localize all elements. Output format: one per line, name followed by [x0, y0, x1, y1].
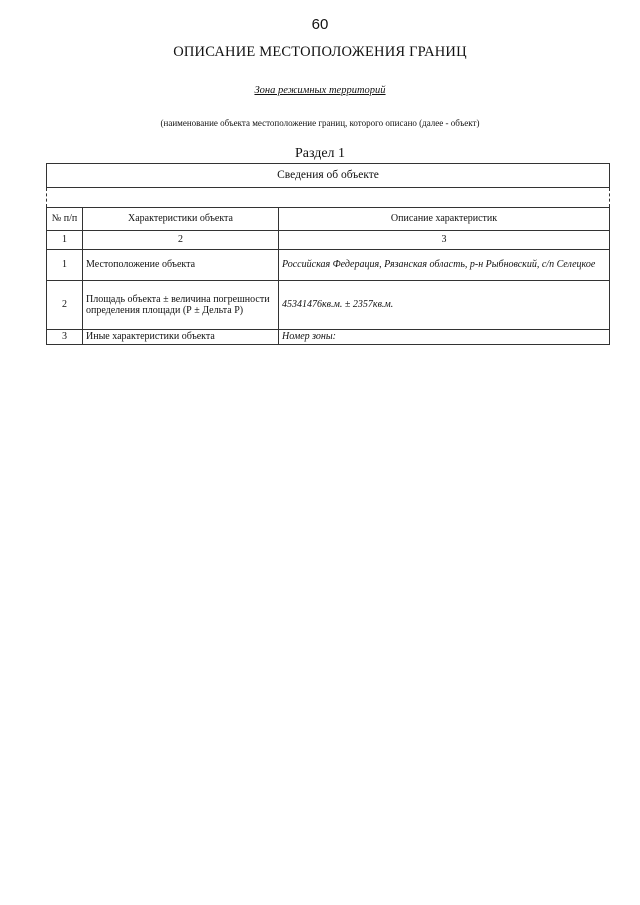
table-spacer-row [47, 188, 610, 208]
row-description: Номер зоны: [279, 330, 610, 345]
row-number: 2 [47, 281, 83, 330]
object-name: Зона режимных территорий [254, 85, 386, 96]
row-characteristic: Иные характеристики объекта [83, 330, 279, 345]
row-characteristic: Местоположение объекта [83, 250, 279, 281]
row-description: Российская Федерация, Рязанская область, р-н Рыбновский, с/п Селецкое [279, 250, 610, 281]
column-number-3: 3 [279, 231, 610, 250]
row-number: 3 [47, 330, 83, 345]
table-row [47, 330, 610, 345]
table-row [47, 281, 610, 330]
row-number: 1 [47, 250, 83, 281]
header-description: Описание характеристик [279, 208, 610, 231]
document-title: ОПИСАНИЕ МЕСТОПОЛОЖЕНИЯ ГРАНИЦ [173, 44, 467, 60]
column-number-2: 2 [83, 231, 279, 250]
row-characteristic: Площадь объекта ± величина погрешности определения площади (Р ± Дельта Р) [83, 281, 279, 330]
page-number: 60 [311, 16, 329, 33]
object-info-table [46, 163, 610, 345]
section-heading: Раздел 1 [294, 146, 346, 161]
column-number-1: 1 [47, 231, 83, 250]
header-number: № п/п [47, 208, 83, 231]
row-description: 45341476кв.м. ± 2357кв.м. [279, 281, 610, 330]
table-title: Сведения об объекте [47, 164, 610, 188]
table-row [47, 250, 610, 281]
object-name-caption: (наименование объекта местоположение границ, которого описано (далее - объект) [160, 118, 480, 128]
header-characteristic: Характеристики объекта [83, 208, 279, 231]
